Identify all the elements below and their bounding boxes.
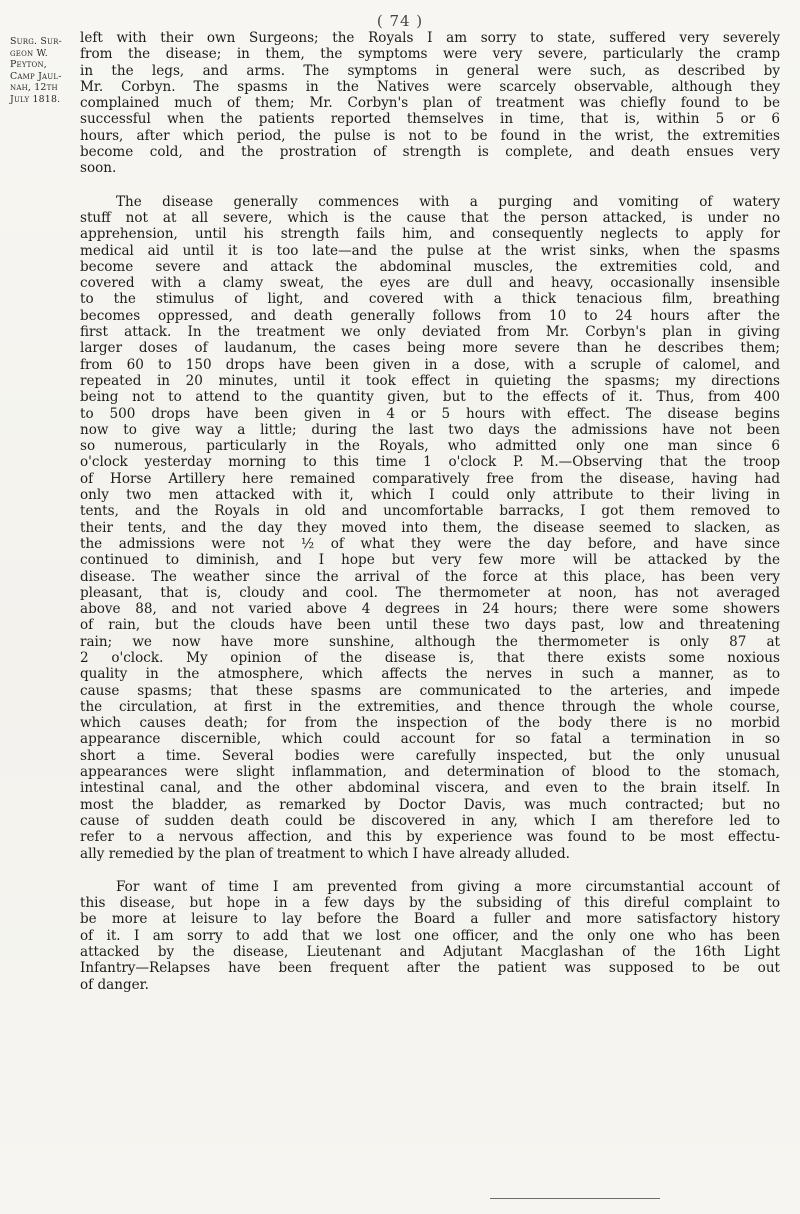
text-line: complained much of them; Mr. Corbyn's plan of treatment was chiefly found to be (80, 95, 780, 112)
text-line: larger doses of laudanum, the cases being more severe than he describes them; (80, 340, 780, 357)
text-line: left with their own Surgeons; the Royals I am sorry to state, suffered very severely (80, 30, 780, 46)
text-line: first attack. In the treatment we only deviated from Mr. Corbyn's plan in giving (80, 324, 780, 341)
body-text (80, 30, 780, 1010)
margin-note-line: Peyton, (10, 59, 47, 70)
text-line: The disease generally commences with a purging and vomiting of watery (116, 193, 780, 210)
text-line: Mr. Corbyn. The spasms in the Natives were scarcely observable, although they (80, 78, 780, 95)
text-line: become cold, and the prostration of strength is complete, and death ensues very (80, 144, 780, 161)
text-line: repeated in 20 minutes, until it took effect in quieting the spasms; my directions (80, 372, 780, 389)
text-line: appearance discernible, which could account for so fatal a termination in so (80, 731, 780, 748)
text-line: to the stimulus of light, and covered with a thick tenacious film, breathing (80, 291, 780, 308)
text-line: successful when the patients reported themselves in time, that is, within 5 or 6 (80, 111, 780, 128)
text-line: Infantry—Relapses have been frequent after the patient was supposed to be out (80, 960, 780, 977)
text-line: For want of time I am prevented from giving a more circumstantial account of (116, 878, 780, 895)
margin-note-line: geon W. (10, 47, 48, 59)
margin-note-line: Surg. Sur- (10, 36, 62, 47)
margin-note (10, 36, 72, 105)
text-line: now to give way a little; during the last two days the admissions have not been (80, 421, 780, 438)
paragraph (80, 194, 780, 862)
text-line: above 88, and not varied above 4 degrees in 24 hours; there were some showers (80, 601, 780, 618)
text-line: soon. (80, 160, 117, 177)
text-line: appearances were slight inflammation, and determination of blood to the stomach, (80, 764, 780, 781)
text-line: disease. The weather since the arrival of the force at this place, has been very (80, 568, 780, 585)
text-line: intestinal canal, and the other abdominal viscera, and even to the brain itself. In (80, 780, 780, 797)
text-line: most the bladder, as remarked by Doctor Davis, was much contracted; but no (80, 796, 780, 813)
text-line: covered with a clamy sweat, the eyes are dull and heavy, occasionally insensible (80, 275, 780, 292)
text-line: pleasant, that is, cloudy and cool. The thermometer at noon, has not averaged (80, 584, 780, 601)
margin-note-line: July 1818. (10, 93, 61, 105)
text-line: apprehension, until his strength fails him, and consequently neglects to apply for (80, 226, 780, 243)
text-line: this disease, but hope in a few days by the subsiding of this direful complaint to (80, 895, 780, 912)
text-line: stuff not at all severe, which is the cause that the person attacked, is under no (80, 209, 780, 226)
text-line: being not to attend to the quantity given, but to the effects of it. Thus, from 400 (80, 389, 780, 406)
text-line: of danger. (80, 976, 149, 993)
text-line: continued to diminish, and I hope but very few more will be attacked by the (80, 552, 780, 569)
text-line: rain; we now have more sunshine, although the thermometer is only 87 at (80, 633, 780, 650)
text-line: short a time. Several bodies were carefully inspected, but the only unusual (80, 747, 780, 764)
text-line: hours, after which period, the pulse is not to be found in the wrist, the extremities (80, 127, 780, 144)
text-line: quality in the atmosphere, which affects the nerves in such a manner, as to (80, 666, 780, 683)
text-line: the admissions were not ½ of what they were the day before, and have since (80, 535, 780, 552)
page-number: ( 74 ) (376, 12, 424, 30)
text-line: ally remedied by the plan of treatment to which I have already alluded. (80, 845, 570, 862)
text-line: which causes death; for from the inspection of the body there is no morbid (80, 715, 780, 732)
text-line: from 60 to 150 drops have been given in a dose, with a scruple of calomel, and (80, 356, 780, 373)
paragraph (80, 30, 780, 177)
text-line: attacked by the disease, Lieutenant and Adjutant Macglashan of the 16th Light (80, 944, 780, 961)
text-line: of rain, but the clouds have been until these two days past, low and threatening (80, 617, 780, 634)
text-line: so numerous, particularly in the Royals, who admitted only one man since 6 (80, 438, 780, 455)
paragraph (80, 879, 780, 993)
text-line: become severe and attack the abdominal muscles, the extremities cold, and (80, 258, 780, 275)
text-line: in the legs, and arms. The symptoms in general were such, as described by (80, 62, 780, 79)
text-line: only two men attacked with it, which I could only attribute to their living in (80, 487, 780, 504)
margin-note-line: Camp Jaul- (10, 70, 62, 82)
text-line: 2 o'clock. My opinion of the disease is, that there exists some noxious (80, 649, 780, 666)
text-line: cause spasms; that these spasms are communicated to the arteries, and impede (80, 682, 780, 699)
text-line: o'clock yesterday morning to this time 1 o'clock P. M.—Observing that the troop (80, 454, 780, 471)
text-line: from the disease; in them, the symptoms were very severe, particularly the cramp (80, 46, 780, 63)
text-line: becomes oppressed, and death generally follows from 10 to 24 hours after the (80, 307, 780, 324)
text-line: refer to a nervous affection, and this by experience was found to be most effectu- (80, 829, 780, 846)
text-line: be more at leisure to lay before the Board a fuller and more satisfactory history (80, 911, 780, 928)
text-line: tents, and the Royals in old and uncomfortable barracks, I got them removed to (80, 503, 780, 520)
text-line: the circulation, at first in the extremities, and thence through the whole course, (80, 698, 780, 715)
text-line: of Horse Artillery here remained comparatively free from the disease, having had (80, 470, 780, 487)
footer-rule (490, 1198, 660, 1199)
text-line: of it. I am sorry to add that we lost one officer, and the only one who has been (80, 927, 780, 944)
text-line: medical aid until it is too late—and the pulse at the wrist sinks, when the spasms (80, 242, 780, 259)
text-line: their tents, and the day they moved into them, the disease seemed to slacken, as (80, 519, 780, 536)
text-line: to 500 drops have been given in 4 or 5 hours with effect. The disease begins (80, 405, 780, 422)
text-line: cause of sudden death could be discovered in any, which I am therefore led to (80, 812, 780, 829)
margin-note-line: nah, 12th (10, 82, 58, 93)
